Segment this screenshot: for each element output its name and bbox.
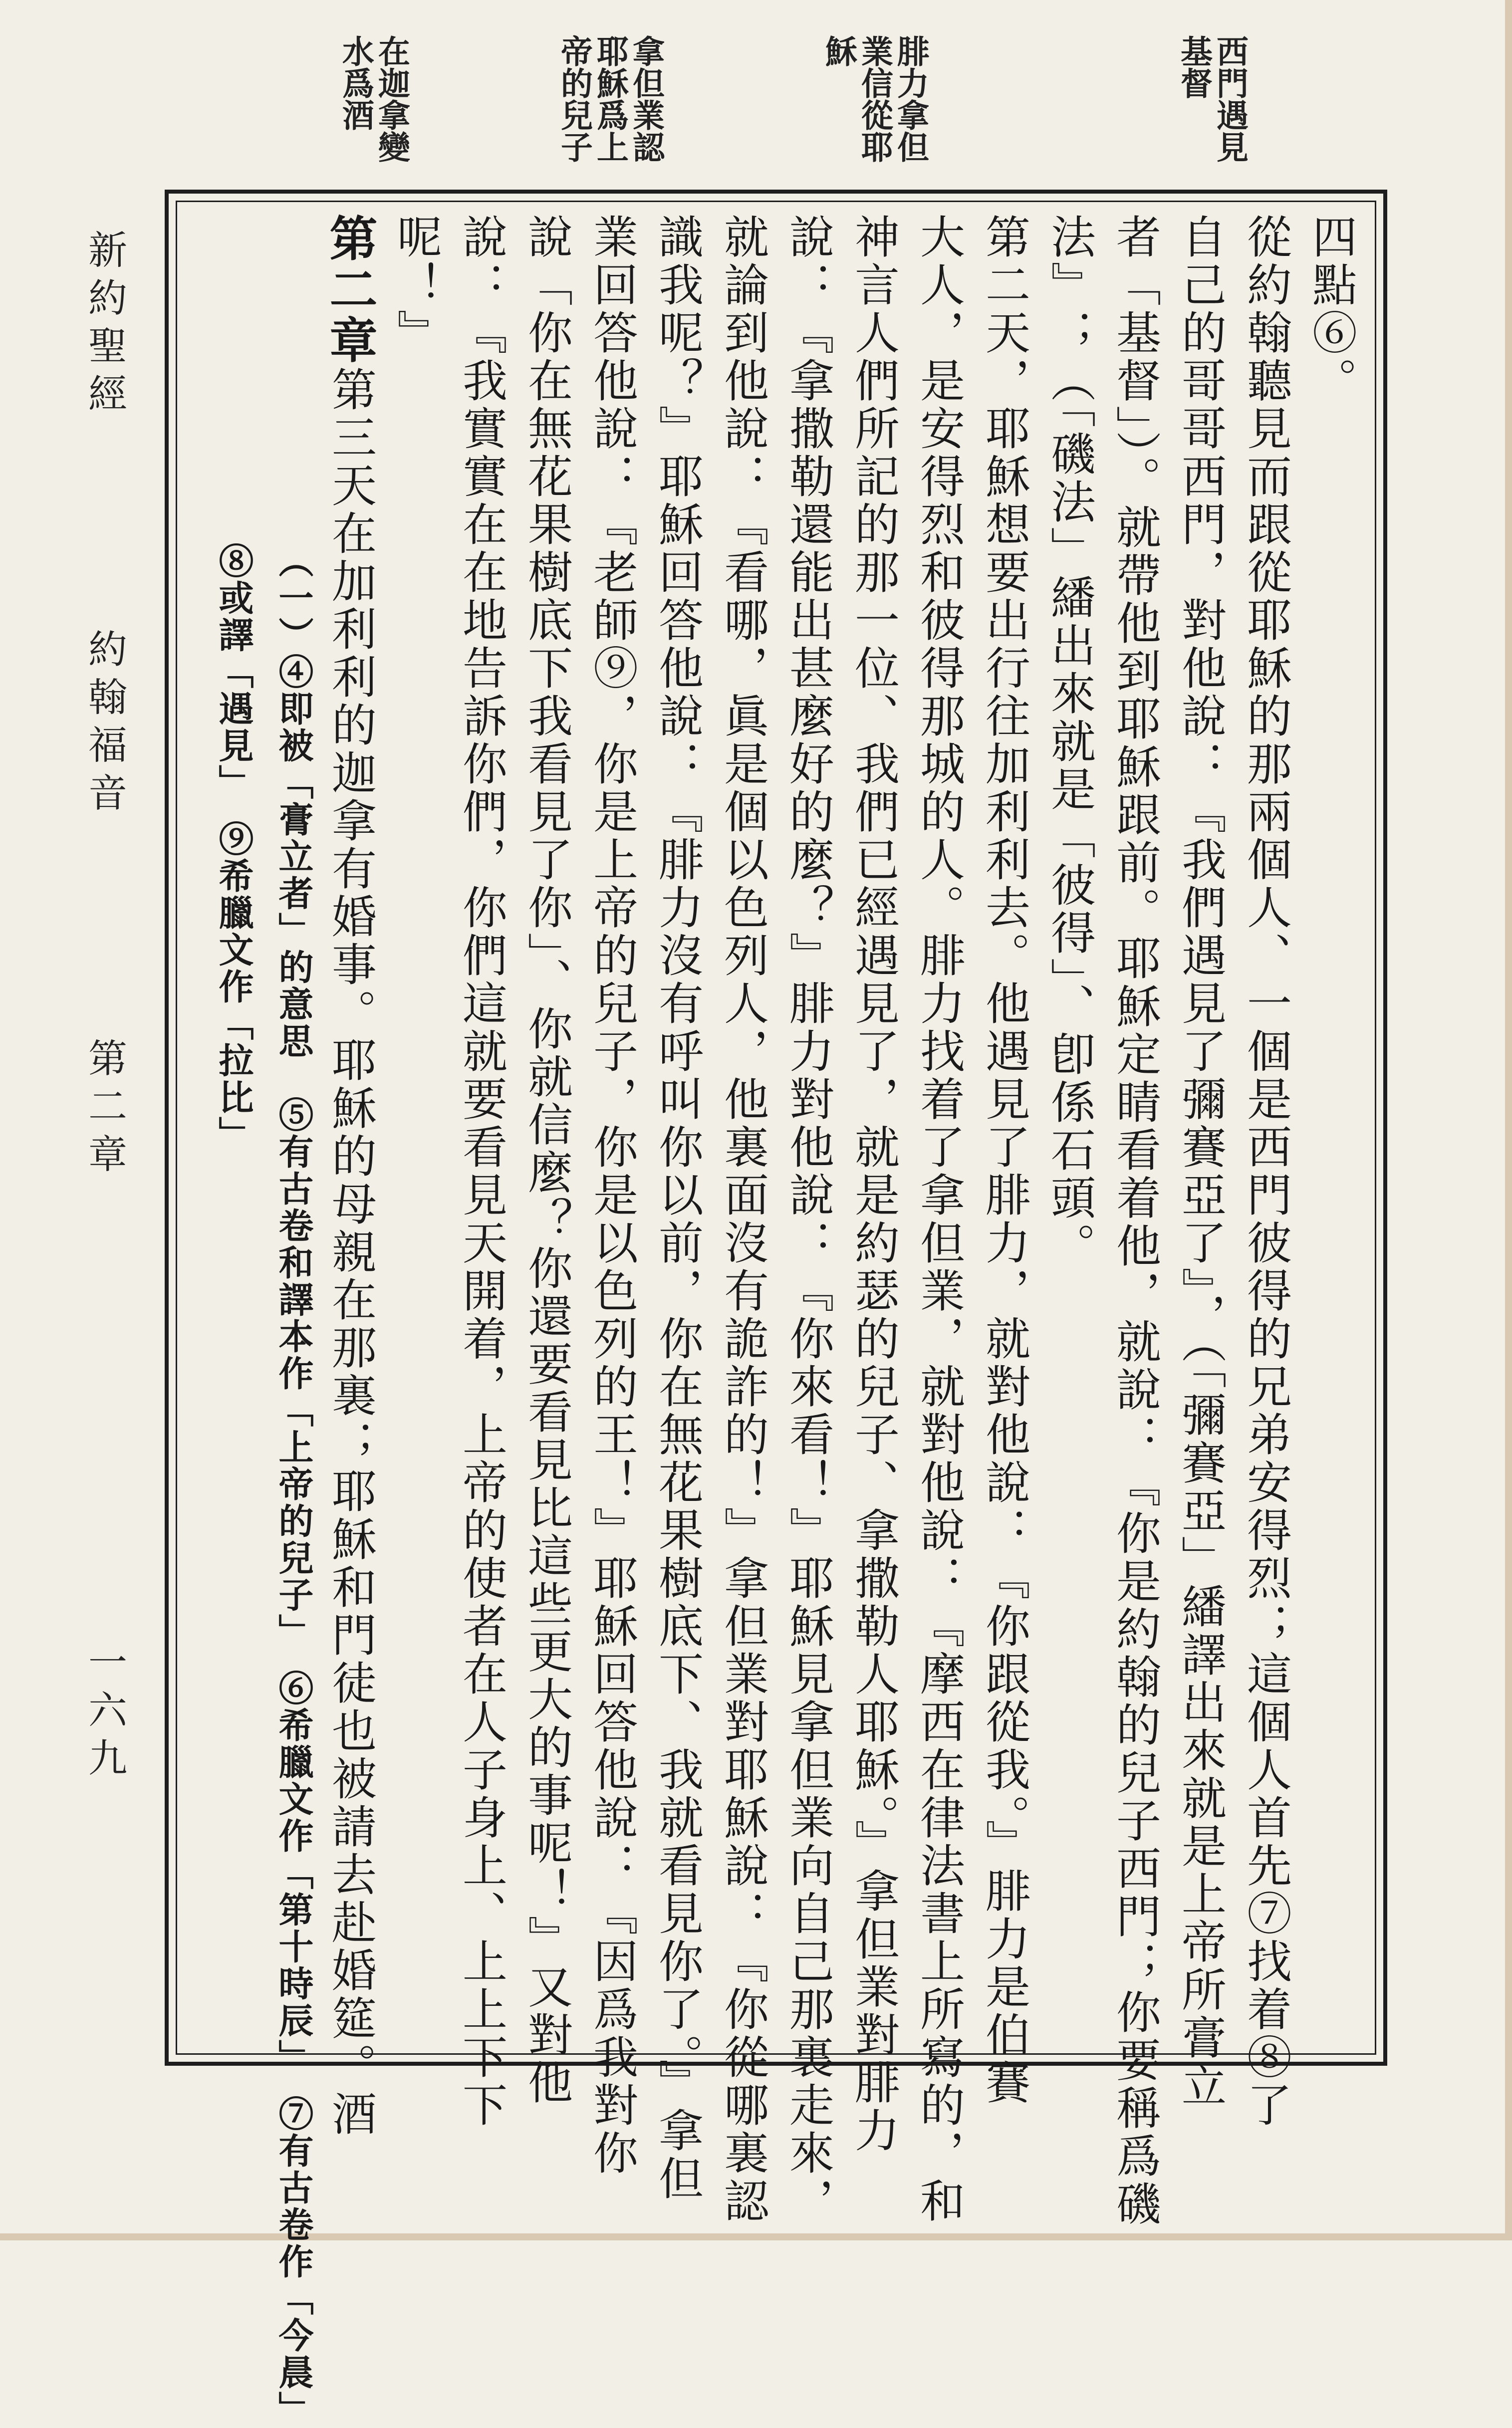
margin-note-philip: 腓力拿但 業信從耶 穌 [820,35,929,163]
verse-line: 四點⑥。 [1304,214,1357,405]
verse-line: 從約翰聽見而跟從耶穌的那兩個人、一個是西門彼得的兄弟安得烈；這個人首先⑦找着⑧了 [1239,214,1291,2130]
verse-line: 說「你在無花果樹底下我看見了你」、你就信麼？你還要看見比這些更大的事呢！』又對他 [520,214,572,2107]
verse-line: 法』；（「磯法」繙出來就是「彼得」、卽係石頭。 [1043,214,1095,1270]
text-frame [165,190,1387,2428]
verse-line: 業回答他說：『老師⑨，你是上帝的兒子，你是以色列的王！』耶穌回答他說：『因爲我對你 [585,214,638,2178]
chapter-label: 第二章 [82,1038,127,1182]
chapter-start-line [317,214,383,2139]
scripture-text [317,214,1363,2228]
verse-line: 識我呢？』耶穌回答他說：『腓力沒有呼叫你以前，你在無花果樹底下、我就看見你了。』拿但 [651,214,703,2203]
verse-line: 者「基督」）。就帶他到耶穌跟前。耶穌定睛看着他，就說：『你是約翰的兒子西門；你要稱爲磯 [1108,214,1161,2228]
book-title: 新約聖經 [82,230,127,421]
margin-note-nathanael: 拿但業認 耶穌爲上 帝的兒子 [555,35,665,163]
footnote-line: （一）④即被「膏立者」的意思 ⑤有古卷和譯本作「上帝的兒子」 ⑥希臘文作「第十時辰」 ⑦有古卷作「今晨」 [273,543,314,2428]
footnote-line: ⑧或譯「遇見」 ⑨希臘文作「拉比」 [213,543,254,1153]
verse-line: 呢！』 [389,214,442,357]
margin-note-simon: 西門遇見 基督 [1175,35,1249,163]
verse-line: 就論到他說：『看哪，眞是個以色列人，他裏面沒有詭詐的！』拿但業對耶穌說：『你從哪裏認 [716,214,768,2225]
gospel-title: 約翰福音 [82,629,127,820]
verse-line: 說：『我實實在在地告訴你們，你們這就要看見天開着，上帝的使者在人子身上、上上下下 [455,214,507,2130]
verse-line: 神言人們所記的那一位、我們已經遇見了，就是約瑟的兒子、拿撒勒人耶穌。』拿但業對腓力 [847,214,899,2155]
footnotes [204,543,323,2428]
verse-line: 自己的哥哥西門，對他說：『我們遇見了彌賽亞了』，（「彌賽亞」繙譯出來就是上帝所膏立 [1174,214,1226,2110]
margin-note-cana: 在迦拿變 水爲酒 [337,35,410,163]
chapter-text: 第三天在加利利的迦拿有婚事。耶穌的母親在那裏；耶穌和門徒也被請去赴婚筵。酒 [324,366,376,2139]
chapter-heading: 第二章 [322,214,378,366]
margin-notes [279,35,1248,185]
page-number: 一六九 [82,1642,127,1785]
verse-line: 說：『拿撒勒還能出甚麼好的麼？』腓力對他說：『你來看！』耶穌見拿但業向自己那裏走來， [781,214,834,2225]
verse-line: 大人，是安得烈和彼得那城的人。腓力找着了拿但業，就對他說：『摩西在律法書上所寫的，和 [912,214,965,2225]
verse-line: 第二天，耶穌想要出行往加利利去。他遇見了腓力，就對他說：『你跟從我。』腓力是伯賽 [978,214,1030,2107]
